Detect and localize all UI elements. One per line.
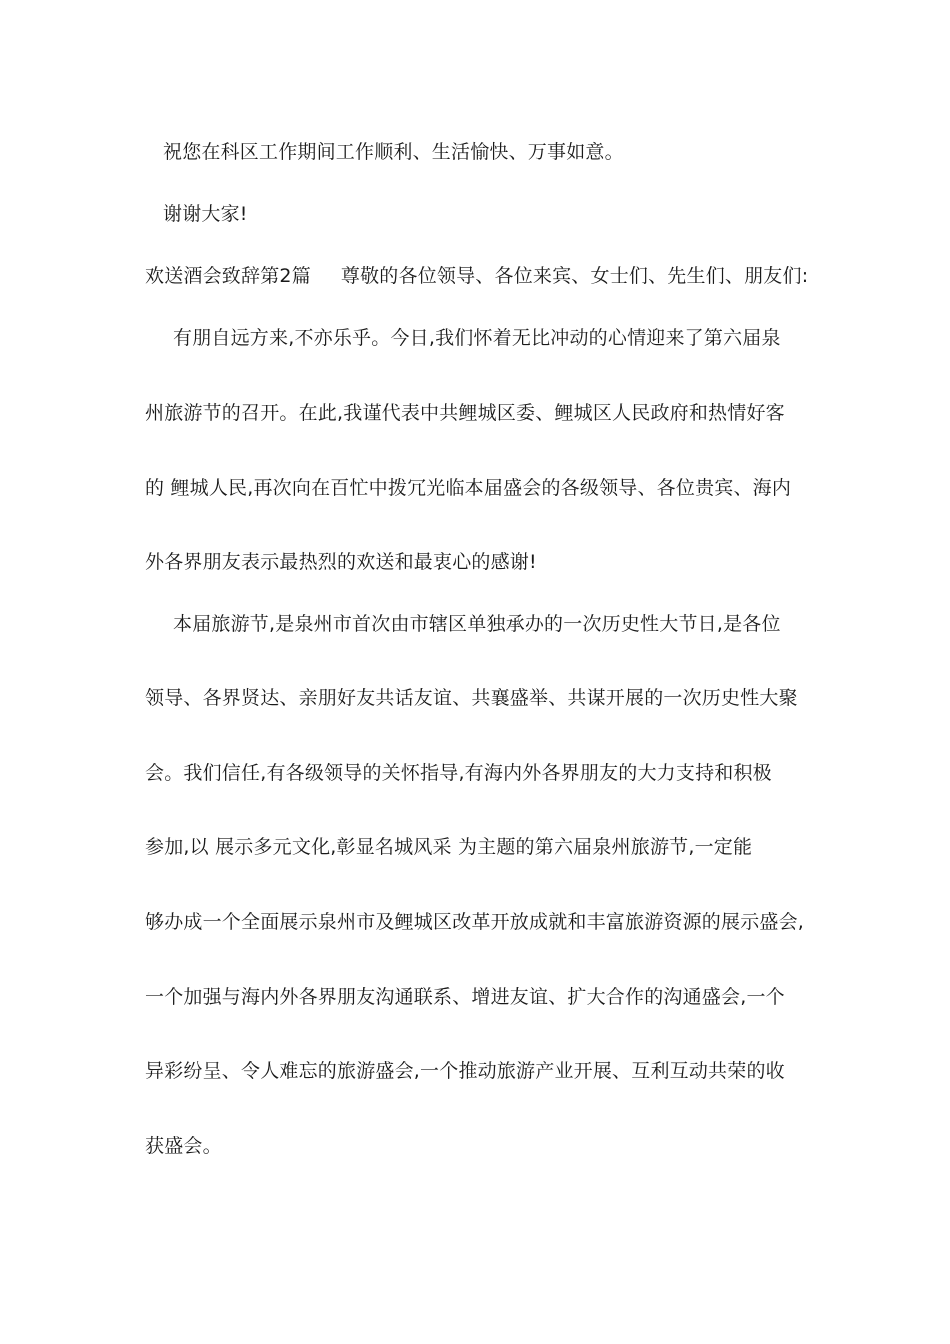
paragraph2-line-1: 本届旅游节,是泉州市首次由市辖区单独承办的一次历史性大节日,是各位 bbox=[173, 613, 781, 635]
paragraph2-line-8: 获盛会。 bbox=[145, 1135, 222, 1157]
paragraph2-line-2: 领导、各界贤达、亲朋好友共话友谊、共襄盛举、共谋开展的一次历史性大聚 bbox=[145, 687, 798, 709]
paragraph2-line-6: 一个加强与海内外各界朋友沟通联系、增进友谊、扩大合作的沟通盛会,一个 bbox=[145, 986, 785, 1008]
salutation: 尊敬的各位领导、各位来宾、女士们、先生们、朋友们: bbox=[340, 265, 809, 287]
paragraph2-line-7: 异彩纷呈、令人难忘的旅游盛会,一个推动旅游产业开展、互利互动共荣的收 bbox=[145, 1060, 785, 1082]
section-heading: 欢送酒会致辞第2篇 bbox=[145, 265, 311, 287]
closing-thanks-line: 谢谢大家! bbox=[163, 203, 248, 225]
paragraph2-line-3: 会。我们信任,有各级领导的关怀指导,有海内外各界朋友的大力支持和积极 bbox=[145, 762, 772, 784]
paragraph1-line-1: 有朋自远方来,不亦乐乎。今日,我们怀着无比冲动的心情迎来了第六届泉 bbox=[173, 327, 781, 349]
paragraph1-line-2: 州旅游节的召开。在此,我谨代表中共鲤城区委、鲤城区人民政府和热情好客 bbox=[145, 402, 785, 424]
section-header-line bbox=[145, 263, 808, 289]
paragraph2-line-5: 够办成一个全面展示泉州市及鲤城区改革开放成就和丰富旅游资源的展示盛会, bbox=[145, 911, 805, 933]
paragraph2-line-4: 参加,以 展示多元文化,彰显名城风采 为主题的第六届泉州旅游节,一定能 bbox=[145, 836, 753, 858]
paragraph1-line-4: 外各界朋友表示最热烈的欢送和最衷心的感谢! bbox=[145, 551, 537, 573]
closing-wish-line: 祝您在科区工作期间工作顺利、生活愉快、万事如意。 bbox=[163, 141, 624, 163]
paragraph1-line-3: 的 鲤城人民,再次向在百忙中拨冗光临本届盛会的各级领导、各位贵宾、海内 bbox=[145, 477, 792, 499]
